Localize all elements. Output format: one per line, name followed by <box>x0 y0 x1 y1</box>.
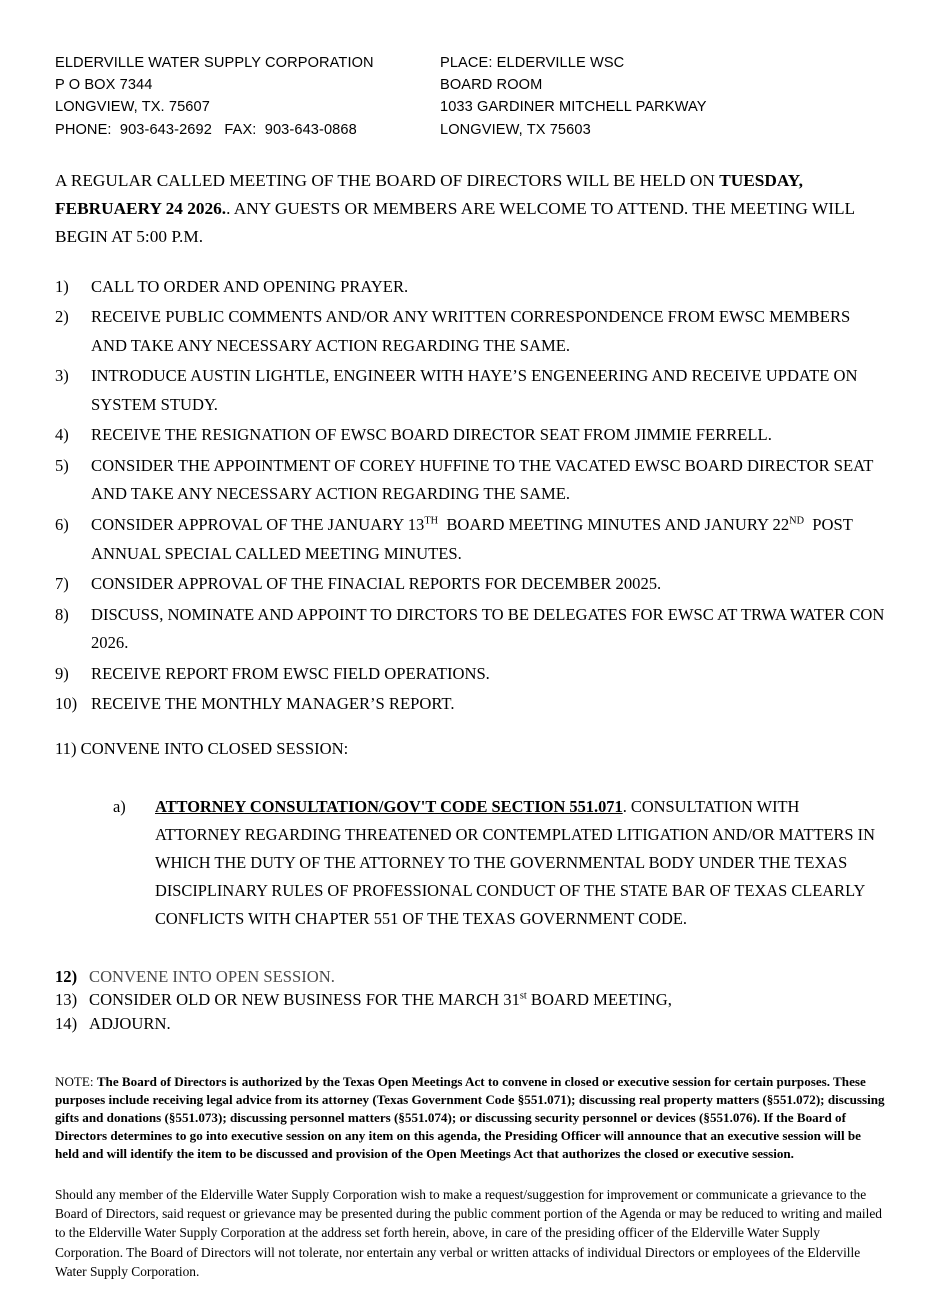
agenda-item-number: 1) <box>55 276 69 296</box>
agenda-subitem-body: . CONSULTATION WITH ATTORNEY REGARDING THREATENED OR CONTEMPLATED LITIGATION AND/OR MATTERS IN WHICH THE DUTY OF THE ATTORNEY TO THE GOVERNMENTAL BODY UNDER THE TEXAS DISCIPLINARY RULES OF PROFESSIONAL CONDUCT OF THE STATE BAR OF TEXAS CLEARLY CONFLICTS WITH CHAPTER 551 OF THE TEXAS GOVERNMENT CODE. <box>155 797 875 928</box>
meeting-street-address: 1033 GARDINER MITCHELL PARKWAY <box>440 99 707 116</box>
agenda-item <box>55 511 885 568</box>
agenda-item <box>55 988 885 1012</box>
agenda-item <box>55 690 885 719</box>
agenda-item-number: 13) <box>55 990 78 1010</box>
agenda-item-number: 12) <box>55 966 78 986</box>
note-body: The Board of Directors is authorized by the Texas Open Meetings Act to convene in closed or executive session for certain purposes. These purposes include receiving legal advice from its attorney (Texas Government Code §551.071); discussing real property matters (§551.072); discussing gifts and donations (§551.073); discussing personnel matters (§551.074); or discussing security personnel or devices (§551.076). If the Board of Directors determines to go into executive session on any item on this agenda, the Presiding Officer will announce that an executive session will be held and will identify the item to be discussed and provision of the Open Meetings Act that authorizes the closed or executive session. <box>55 1074 885 1162</box>
agenda-item-text: CALL TO ORDER AND OPENING PRAYER. <box>91 276 409 296</box>
agenda-item <box>55 965 885 989</box>
agenda-item-number: 8) <box>55 604 69 624</box>
agenda-item-number: 6) <box>55 514 69 534</box>
agenda-item-text: RECEIVE REPORT FROM EWSC FIELD OPERATIONS. <box>91 663 490 683</box>
letterhead-left-column <box>55 52 440 141</box>
agenda-item-text: CONSIDER APPROVAL OF THE JANUARY 13TH BOARD MEETING MINUTES AND JANURY 22ND POST ANNUAL SPECIAL CALLED MEETING MINUTES. <box>91 514 853 563</box>
meeting-notice-paragraph <box>55 167 885 251</box>
org-po-box: P O BOX 7344 <box>55 77 153 94</box>
meeting-room: BOARD ROOM <box>440 77 543 94</box>
agenda-item-number: 4) <box>55 425 69 445</box>
agenda-item-text: CONSIDER APPROVAL OF THE FINACIAL REPORTS FOR DECEMBER 20025. <box>91 574 662 594</box>
agenda-item <box>55 362 885 419</box>
notice-meeting-date: TUESDAY, FEBRUAERY 24 2026. <box>55 170 803 218</box>
open-meetings-act-note <box>55 1073 885 1163</box>
agenda-item-text: RECEIVE THE MONTHLY MANAGER’S REPORT. <box>91 694 455 714</box>
letterhead <box>55 52 885 141</box>
agenda-item-text: CONVENE INTO CLOSED SESSION: <box>80 738 349 758</box>
agenda-subitem-attorney-consultation <box>113 793 885 932</box>
agenda-list-tail <box>55 965 885 1036</box>
agenda-item-text: INTRODUCE AUSTIN LIGHTLE, ENGINEER WITH HAYE’S ENGENEERING AND RECEIVE UPDATE ON SYSTEM STUDY. <box>91 366 858 414</box>
agenda-item-number: 5) <box>55 455 69 475</box>
meeting-city-state-zip: LONGVIEW, TX 75603 <box>440 121 591 138</box>
meeting-place: PLACE: ELDERVILLE WSC <box>440 55 625 71</box>
org-phone-fax: PHONE: 903-643-2692 FAX: 903-643-0868 <box>55 121 357 138</box>
agenda-item <box>55 570 885 599</box>
notice-part-one: A REGULAR CALLED MEETING OF THE BOARD OF DIRECTORS WILL BE HELD ON <box>55 170 720 190</box>
org-name: ELDERVILLE WATER SUPPLY CORPORATION <box>55 55 374 71</box>
agenda-subitem-label: a) <box>113 797 126 817</box>
agenda-item-text: ADJOURN. <box>89 1013 171 1033</box>
agenda-item <box>55 452 885 509</box>
agenda-item <box>55 273 885 302</box>
agenda-subitem-headline: ATTORNEY CONSULTATION/GOV'T CODE SECTION 551.071 <box>155 797 623 817</box>
agenda-item-number: 3) <box>55 366 69 386</box>
agenda-item <box>55 303 885 360</box>
agenda-item-number: 11) <box>55 738 77 758</box>
agenda-item-text: CONVENE INTO OPEN SESSION. <box>89 966 335 986</box>
grievance-policy-paragraph: Should any member of the Elderville Water Supply Corporation wish to make a request/suggestion for improvement or communicate a grievance to the Board of Directors, said request or grievance may be presented during the public comment portion of the Agenda or may be reduced to writing and mailed to the Elderville Water Supply Corporation at the address set forth herein, above, in care of the presiding officer of the Elderville Water Supply Corporation. The Board of Directors will not tolerate, nor entertain any verbal or written attacks of individual Directors or employees of the Elderville Water Supply Corporation. <box>55 1187 882 1279</box>
agenda-item-number: 14) <box>55 1013 78 1033</box>
agenda-item-text: CONSIDER THE APPOINTMENT OF COREY HUFFINE TO THE VACATED EWSC BOARD DIRECTOR SEAT AND TAKE ANY NECESSARY ACTION REGARDING THE SAME. <box>91 455 874 504</box>
agenda-item-text: RECEIVE THE RESIGNATION OF EWSC BOARD DIRECTOR SEAT FROM JIMMIE FERRELL. <box>91 425 772 445</box>
agenda-item-text: CONSIDER OLD OR NEW BUSINESS FOR THE MARCH 31st BOARD MEETING, <box>89 990 672 1010</box>
agenda-item <box>55 421 885 450</box>
letterhead-right-column <box>440 52 885 141</box>
agenda-item-text: DISCUSS, NOMINATE AND APPOINT TO DIRCTORS TO BE DELEGATES FOR EWSC AT TRWA WATER CON 2026. <box>91 604 885 653</box>
agenda-item-number: 9) <box>55 663 69 683</box>
org-city-state-zip: LONGVIEW, TX. 75607 <box>55 99 210 116</box>
agenda-item <box>55 1012 885 1036</box>
agenda-list <box>55 273 885 719</box>
agenda-item-text: RECEIVE PUBLIC COMMENTS AND/OR ANY WRITTEN CORRESPONDENCE FROM EWSC MEMBERS AND TAKE ANY NECESSARY ACTION REGARDING THE SAME. <box>91 307 851 355</box>
agenda-item-closed-session <box>55 735 885 764</box>
note-label: NOTE: <box>55 1074 97 1090</box>
agenda-item-number: 10) <box>55 694 78 714</box>
agenda-item-number: 2) <box>55 307 69 327</box>
notice-part-two: . ANY GUESTS OR MEMBERS ARE WELCOME TO ATTEND. THE MEETING WILL BEGIN AT 5:00 P.M. <box>55 198 855 246</box>
agenda-item <box>55 660 885 689</box>
agenda-item-number: 7) <box>55 574 69 594</box>
agenda-item <box>55 601 885 658</box>
